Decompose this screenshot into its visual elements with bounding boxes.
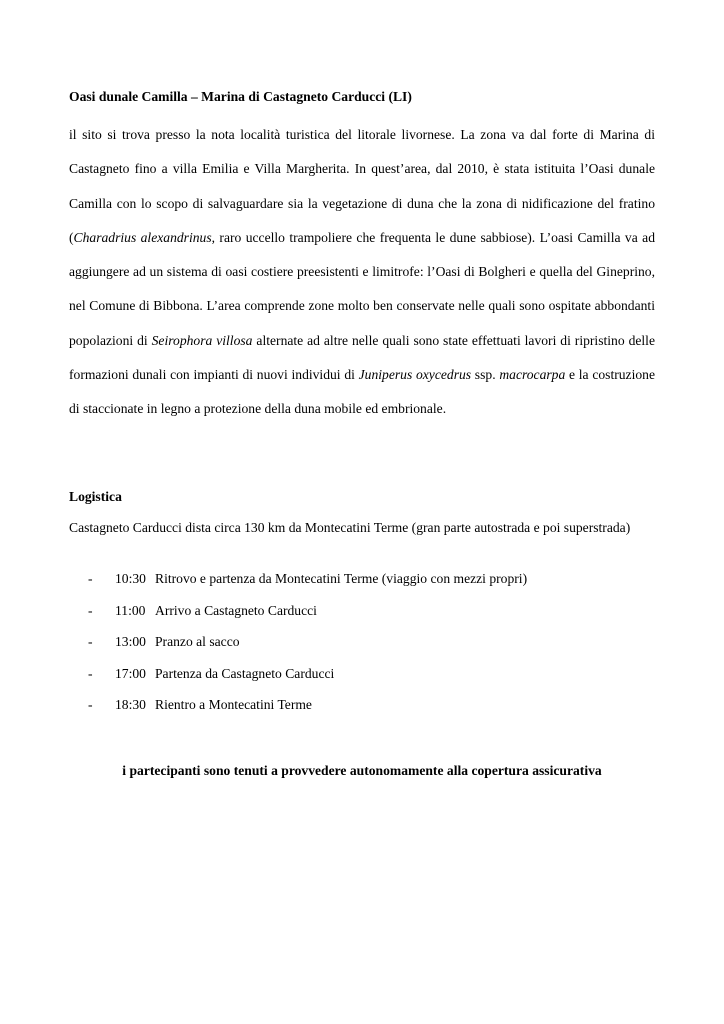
- description-segment: , raro uccello trampoliere che frequenta le dune sabbiose). L’oasi Camilla va ad aggiungere ad un sistema di oasi costiere preesistenti e limitrofe: l’Oasi di Bolgheri e quella del Gineprino, nel Comune di Bibbona. L’area comprende zone molto ben conservate nelle quali sono ospitate abbondanti popolazioni di: [69, 229, 655, 348]
- insurance-notice: i partecipanti sono tenuti a provvedere autonomamente alla copertura assicurativa: [122, 763, 602, 778]
- schedule-text: Pranzo al sacco: [155, 634, 240, 649]
- description-segment: il sito si trova presso la nota località turistica del litorale livornese. La zona va dal forte di Marina di Castagneto fino a villa Emilia e Villa Margherita. In quest’area, dal 2010, è stata istituita l’Oasi dunale Camilla con lo scopo di salvaguardare sia la vegetazione di duna che la zona di nidificazione del fratino (: [69, 127, 655, 245]
- logistics-heading: Logistica: [69, 489, 122, 504]
- schedule-list: [88, 570, 527, 728]
- description-segment: alternate ad altre nelle quali sono state effettuati lavori di ripristino delle formazioni dunali con impianti di nuovi individui di: [69, 332, 655, 383]
- dash-bullet: -: [88, 634, 93, 649]
- description-segment: Seirophora villosa: [151, 332, 253, 348]
- description-segment: e la costruzione di staccionate in legno a protezione della duna mobile ed embrionale.: [69, 367, 655, 417]
- dash-bullet: -: [88, 571, 93, 586]
- schedule-item: [88, 633, 527, 665]
- document-title: Oasi dunale Camilla – Marina di Castagneto Carducci (LI): [69, 89, 412, 104]
- schedule-time: 17:00: [115, 665, 146, 681]
- schedule-text: Ritrovo e partenza da Montecatini Terme (viaggio con mezzi propri): [155, 571, 528, 586]
- site-description: [69, 118, 655, 427]
- schedule-item: [88, 570, 527, 602]
- dash-bullet: -: [88, 602, 93, 618]
- description-segment: macrocarpa: [499, 367, 566, 383]
- schedule-item: [88, 696, 527, 728]
- schedule-text: Rientro a Montecatini Terme: [155, 697, 312, 712]
- schedule-item: [88, 602, 527, 634]
- schedule-time: 10:30: [115, 571, 146, 586]
- dash-bullet: -: [88, 665, 93, 681]
- schedule-text: Partenza da Castagneto Carducci: [155, 665, 335, 681]
- description-segment: Juniperus oxycedrus: [358, 367, 472, 383]
- dash-bullet: -: [88, 697, 93, 712]
- description-segment: Charadrius alexandrinus: [73, 229, 212, 245]
- schedule-time: 13:00: [115, 634, 146, 649]
- schedule-text: Arrivo a Castagneto Carducci: [155, 602, 317, 618]
- schedule-item: [88, 665, 527, 697]
- schedule-time: 11:00: [115, 602, 146, 618]
- schedule-time: 18:30: [115, 697, 146, 712]
- description-segment: ssp.: [471, 367, 500, 383]
- logistics-intro: Castagneto Carducci dista circa 130 km da Montecatini Terme (gran parte autostrada e poi superstrada): [69, 520, 631, 535]
